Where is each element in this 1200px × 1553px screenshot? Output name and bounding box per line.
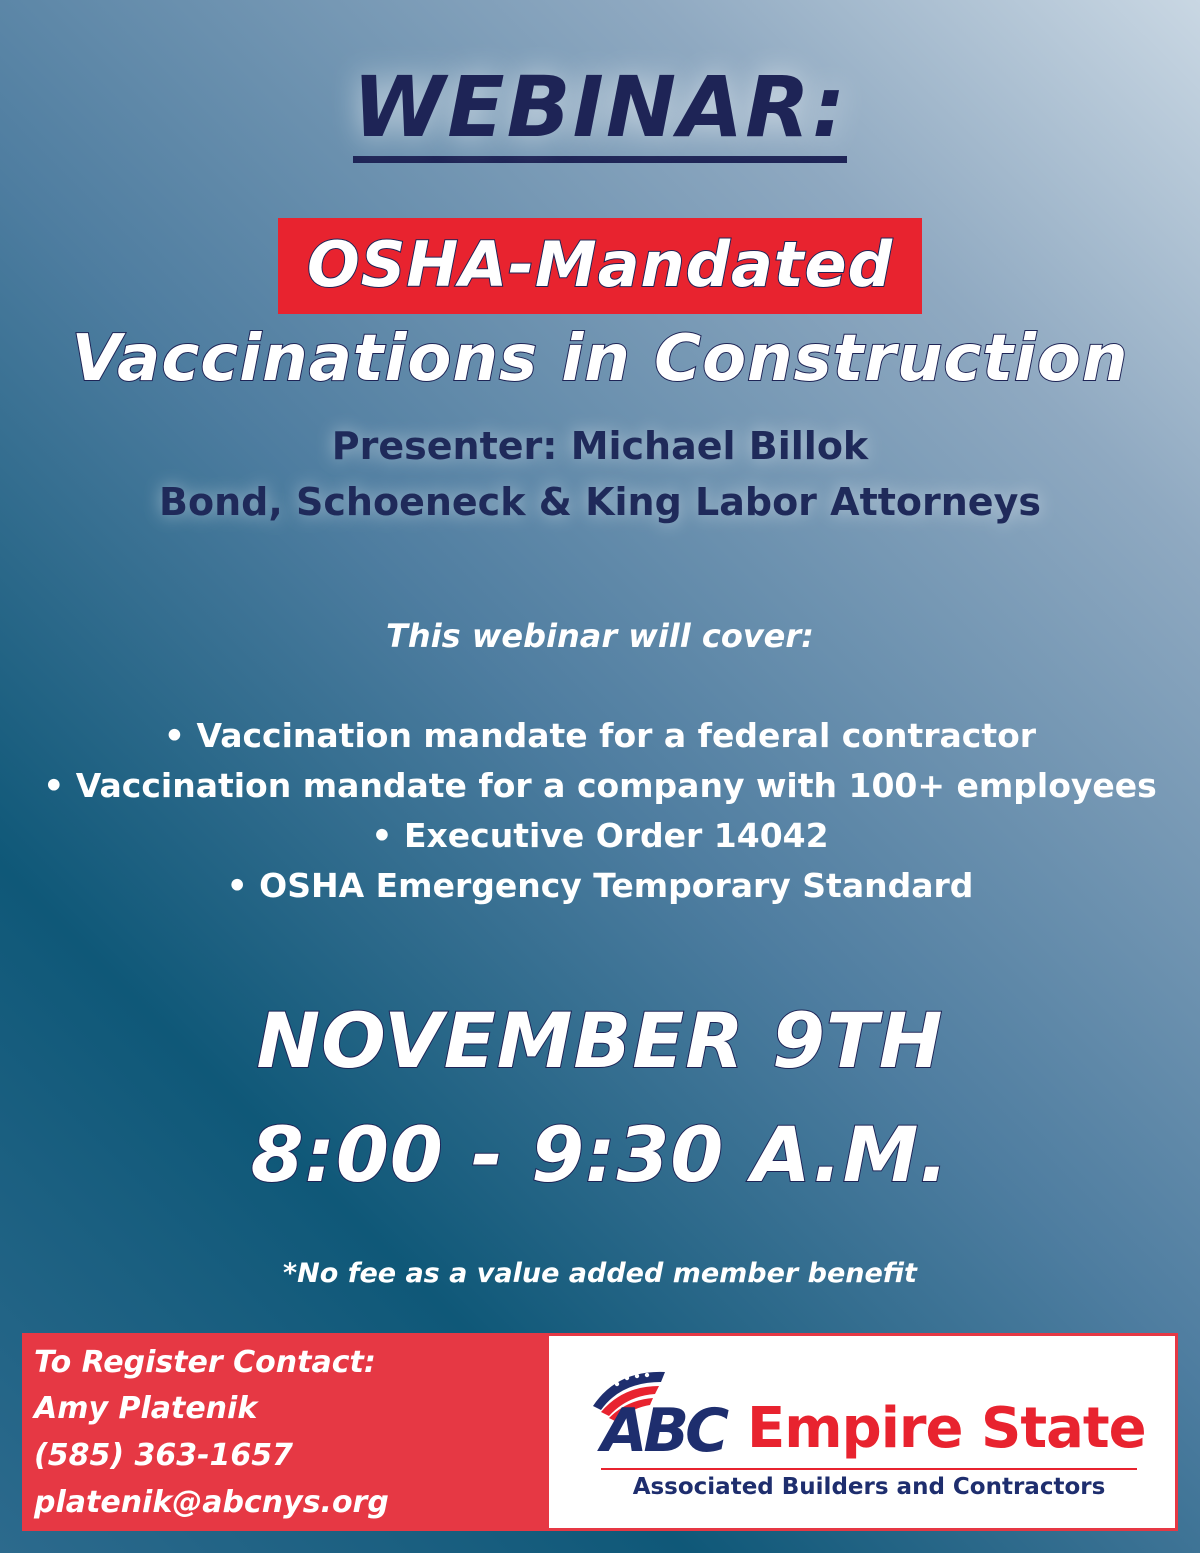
- coverage-item: • Vaccination mandate for a federal contractor: [163, 716, 1037, 755]
- vaccinations-subtitle: Vaccinations in Construction: [71, 322, 1129, 396]
- coverage-heading: This webinar will cover:: [386, 617, 814, 655]
- event-time: 8:00 - 9:30 A.M.: [250, 1110, 950, 1199]
- coverage-item: • Executive Order 14042: [371, 816, 829, 855]
- presenter-firm: Bond, Schoeneck & King Labor Attorneys: [159, 480, 1041, 524]
- logo-empire-state-text: Empire State: [747, 1396, 1146, 1461]
- contact-heading: To Register Contact:: [34, 1345, 376, 1380]
- logo-divider: [601, 1468, 1137, 1470]
- event-date: NOVEMBER 9TH: [256, 996, 944, 1085]
- presenter-name: Presenter: Michael Billok: [331, 424, 869, 468]
- logo-abc-text: ABC: [601, 1396, 726, 1466]
- coverage-item: • OSHA Emergency Temporary Standard: [226, 866, 974, 905]
- abc-logo: [546, 1333, 1178, 1531]
- contact-phone[interactable]: (585) 363-1657: [34, 1438, 294, 1473]
- logo-tagline: Associated Builders and Contractors: [632, 1474, 1106, 1500]
- contact-email[interactable]: platenik@abcnys.org: [34, 1485, 389, 1520]
- webinar-title: WEBINAR:: [0, 58, 1200, 156]
- fee-note: *No fee as a value added member benefit: [283, 1258, 917, 1289]
- coverage-item: • Vaccination mandate for a company with 100+ employees: [43, 766, 1157, 805]
- osha-mandated-heading: OSHA-Mandated: [307, 228, 893, 301]
- contact-name: Amy Platenik: [34, 1391, 258, 1426]
